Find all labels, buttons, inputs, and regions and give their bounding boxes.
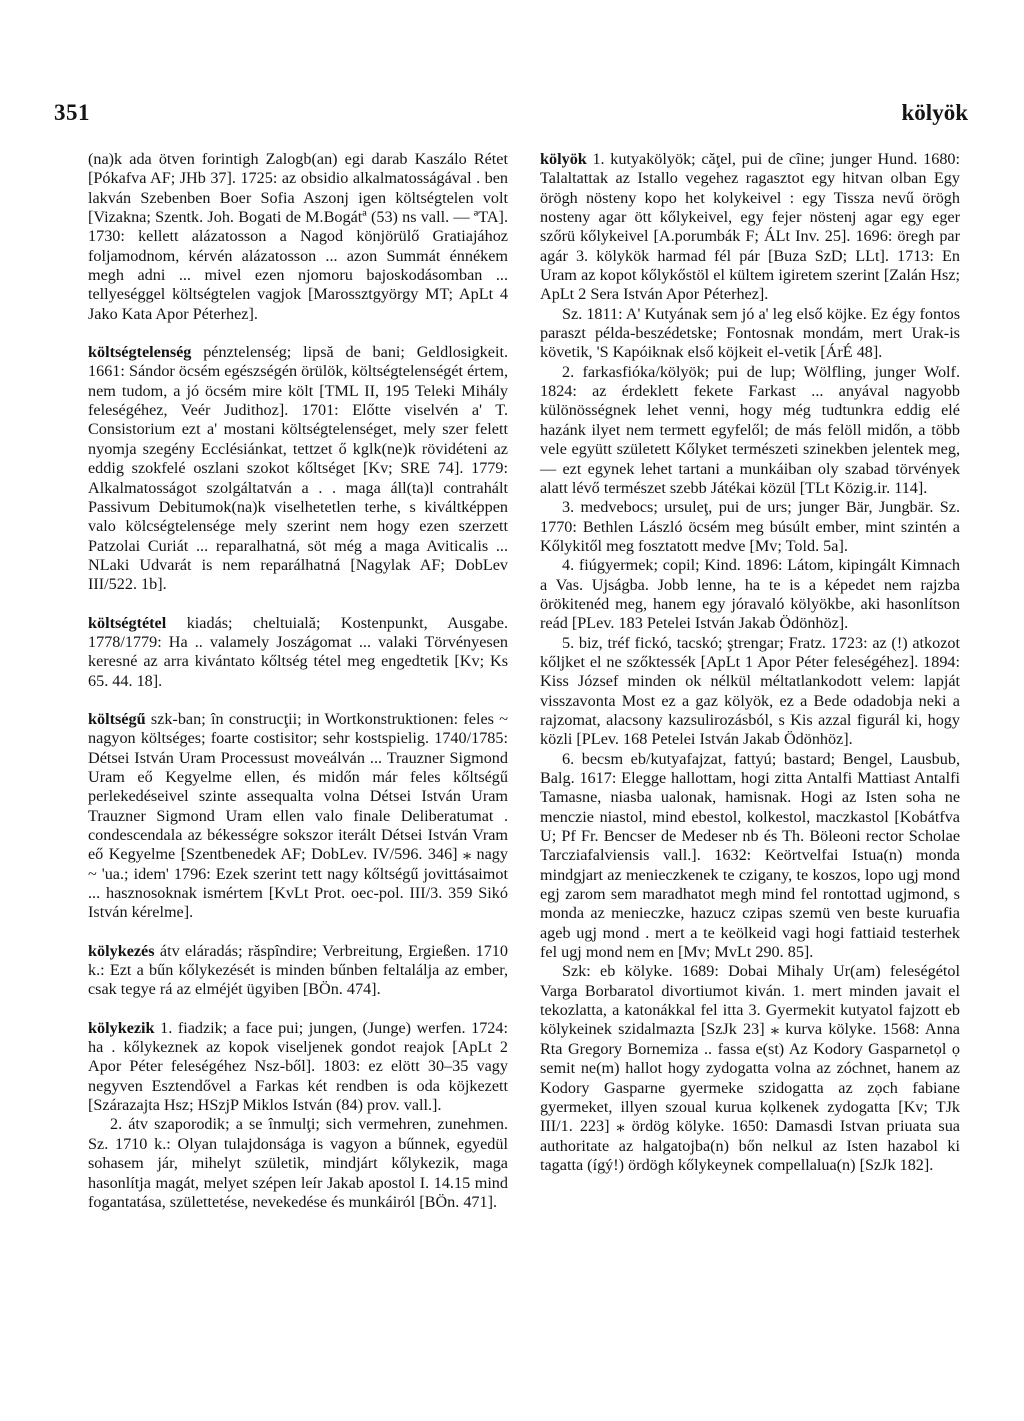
entry-sense: 4. fiúgyermek; copil; Kind. 1896: Látom, kipingált Kimnach a Vas. Ujságba. Jobb lenne, ha te is a képedet nem rajzba örökitenéd meg, hanem egy jóravaló kölyökbe, aki hasonlítson reád [PLev. 183 Petelei István Jakab Ödönhöz]. xyxy=(540,556,960,633)
entry-headword: kölykezik xyxy=(88,1018,155,1037)
entry-kolyok xyxy=(540,150,960,1175)
entry-headword: költségtelenség xyxy=(88,343,192,362)
entry-paragraph xyxy=(88,942,508,1000)
entry-koltsegtetel xyxy=(88,614,508,691)
entry-text: 1. fiadzik; a face pui; jungen, (Junge) werfen. 1724: ha . kőlykeznek az kopok viseljenek gondot reajok [ApLt 2 Apor Péter feleségéhez Nsz-ből]. 1803: ez elött 30–35 vagy negyven Esztendővel a Farkas két rendben is oda köjkezett [Szárazajta Hsz; HSzjP Miklos István (84) prov. vall.]. xyxy=(88,1018,508,1115)
entry-sense: 2. farkasfióka/kölyök; pui de lup; Wölfling, junger Wolf. 1824: az érdeklett fekete Farkast ... anyával nagyobb különösségnek lehet venni, hogy még tudtunkra eddig elé hazánk ilyet nem termett egyfelől; de más felöll midőn, a több vele együtt született Kőlyket természeti szinekben jelentek meg, — ezt egynek lehet tartani a munkáiban oly szabad törvények alatt lévő természet szebb Játékai közül [TLt Közig.ir. 114]. xyxy=(540,362,960,497)
entry-sense: Sz. 1811: A' Kutyának sem jó a' leg első köjke. Ez égy fontos paraszt példa-beszédetske; Fontosnak mondám, mert Urak-is követik, 'S Kapóiknak első köjkeit el-vetik [ÁrÉ 48]. xyxy=(540,304,960,362)
entry-koltsegu xyxy=(88,710,508,923)
entry-headword: költségű xyxy=(88,709,146,728)
entry-paragraph xyxy=(540,150,960,305)
entry-headword: kölykezés xyxy=(88,941,155,960)
running-head: kölyök xyxy=(901,100,968,125)
entry-kolykezes xyxy=(88,942,508,1000)
right-column xyxy=(540,150,960,1194)
entry-paragraph xyxy=(88,710,508,923)
entry-paragraph xyxy=(88,1019,508,1116)
entry-paragraph xyxy=(88,343,508,594)
entry-text: (na)k ada ötven forintigh Zalogb(an) egi darab Kaszálo Rétet [Pókafva AF; JHb 37]. 1725: az obsidio alkalmatosságával . ben lakván Szebenben Boer Sofia Aszonj igen költségtelen volt [Vizakna; Szentk. Joh. Bogati de M.Bogátª (53) ns vall. — ªTA]. 1730: kellett alázatosson a Nagod könjörülő Gratiajához foljamodnom, kérvén alázatosson ... azon Summát énnékem megh adni ... mivel ezen njomoru bajoskodásomban ... tellyeséggel költségtelen vagjok [Marossztgyörgy MT; ApLt 4 Jako Kata Apor Péterhez]. xyxy=(88,150,508,323)
entry-text: pénztelenség; lipsă de bani; Geldlosigkeit. 1661: Sándor öcsém egészségén örülök, költségtelenségét értem, nem tudom, a jó öcsém mire költ [TML II, 195 Teleki Mihály feleségéhez, Veér Judithoz]. 1701: Előtte viselvén a' T. Consistorium ezt a' mostani költségtelenséget, mely szer felett nyomja szegény Ecclésiánkat, tettzet ő kglk(ne)k rövidéteni az eddig szokfelé oszlani szokot kőltséget [Kv; SRE 74]. 1779: Alkalmatosságot szolgáltatván a . . maga áll(ta)l contrahált Passivum Debitumok(na)k viselhetetlen terhe, s kiváltképpen valo kölcségtelensége mely szerint nem hogy ezen szerzett Patzolai Curiát ... reparalhatná, söt még a maga Aviticalis ... NLaki Udvarát is nem reparálhatná [Nagylak AF; DobLev III/522. 1b]. xyxy=(88,343,508,594)
entry-text: 1. kutyakölyök; căţel, pui de cîine; junger Hund. 1680: Talaltattak az Istallo vegehez ragasztot egy hitvan olban Egy örögh nösteny kopo het kolykeivel : egy Tissza nevű örögh nosteny agar ött kőlykeivel, egy fejer nöstenj agar egy eger szőrü kőlykeivel [A.porumbák F; ÁLt Inv. 25]. 1696: öregh par agár 3. kölykök harmad fél pár [Buza SzD; LLt]. 1713: En Uram az kopot kőlykőstöl el kültem igiretem szerint [Zalán Hsz; ApLt 2 Sera István Apor Péterhez]. xyxy=(540,150,960,304)
entry-sense: 2. átv szaporodik; a se înmulţi; sich vermehren, zunehmen. Sz. 1710 k.: Olyan tulajdonsága is vagyon a bűnnek, egyedül sohasem jár, mihelyt születik, mindjárt kőlykezik, maga hasonlítja magát, melyet szépen leír Jakab apostol I. 14.15 mind fogantatása, születtetése, nevekedése és munkáiról [BÖn. 471]. xyxy=(88,1115,508,1211)
entry-sense: Szk: eb kölyke. 1689: Dobai Mihaly Ur(am) feleségétol Varga Borbaratol divortiumot kiván. 1. mert minden javait el tekozlatta, a katonákkal fel itta 3. Gyermekit kutyatol fajzott eb kölykeinek szidalmazta [SzJk 23] ⁎ kurva kölyke. 1568: Anna Rta Gregory Bornemiza .. fassa e(st) Az Kodory Gasparnetọl ọ semit ne(m) hallot hogy zydogatta volna az zóchnet, hanem az Kodory Gasparne gyermeke szidogatta az zọch fabiane gyermeket, illyen szoual kurua kọlkenek zydogatta [Kv; TJk III/1. 223] ⁎ ördög kölyke. 1650: Damasdi Istvan priuata sua authoritate az halgatojba(n) bőn nelkul az Isten hazabol ki tagatta (ígý!) ördögh kőlykeynek compellalua(n) [SzJk 182]. xyxy=(540,962,960,1174)
entry-continuation xyxy=(88,150,508,324)
entry-paragraph xyxy=(88,614,508,691)
entry-text: kiadás; cheltuială; Kostenpunkt, Ausgabe. 1778/1779: Ha .. valamely Joszágomat ... valaki Törvényesen keresné az arra kivántato kőltség tétel meg engedtetik [Kv; Ks 65. 44. 18]. xyxy=(88,613,508,690)
entry-sense: 3. medvebocs; ursuleţ, pui de urs; junger Bär, Jungbär. Sz. 1770: Bethlen László öcsém meg búsúlt ember, mint szintén a Kőlykitől meg fosztatott medve [Mv; Told. 5a]. xyxy=(540,498,960,555)
left-column xyxy=(88,150,508,1231)
entry-text: átv eláradás; răspîndire; Verbreitung, Ergießen. 1710 k.: Ezt a bűn kőlykezését is minden bűnben feltalálja az ember, csak tegye rá az elméjét ügyiben [BÖn. 474]. xyxy=(88,941,508,999)
entry-kolykezik xyxy=(88,1019,508,1212)
page-number: 351 xyxy=(54,100,90,125)
entry-sense: 5. biz, tréf fickó, tacskó; ştrengar; Fratz. 1723: az (!) atkozot kőljket el ne szőktessék [ApLt 1 Apor Péter feleségéhez]. 1894: Kiss József minden ok nélkül méltatlankodott velem: lapját visszavonta Most ez a gaz kölyök, ez a Bede odadobja neki a rajzomat, alacsony kazsulirozásból, s Kis azzal figurál ki, hogy közli [PLev. 168 Petelei István Jakab Ödönhöz]. xyxy=(540,633,960,749)
entry-headword: költségtétel xyxy=(88,613,167,632)
entry-text: szk-ban; în construcţii; in Wortkonstruktionen: feles ~ nagyon költséges; foarte costisitor; sehr kostspielig. 1740/1785: Détsei István Uram Processust moveálván ... Trauzner Sigmond Uram eő Kegyelme ellen, és midőn már feles kőltségű perlekedéseivel szinte assequalta volna Détsei István Uram Trauzner Sigmond Uram ellen valo finale Deliberatumat . condescendala az békességre sokszor iterált Détsei István Vram eő Kegyelme [Szentbenedek AF; DobLev. IV/596. 346] ⁎ nagy ~ 'ua.; idem' 1796: Ezek szerint tett nagy kőltségű jovittásaimot ... hasznosoknak ismértem [KvLt Prot. oec-pol. III/3. 359 Sikó István kérelme]. xyxy=(88,709,508,922)
entry-headword: kölyök xyxy=(540,150,587,168)
entry-sense: 6. becsm eb/kutyafajzat, fattyú; bastard; Bengel, Lausbub, Balg. 1617: Elegge hallottam, hogi zitta Antalfi Mattiast Antalfi Tamasne, niasba ualonak, hamisnak. Hogi az Isten soha ne menczie niastol, mind ebestol, kolkestol, maczkastol [Kobátfva U; Pf Fr. Bencser de Medeser nb és Th. Böleoni rector Scholae Tarcziafalviensis vall.]. 1632: Keörtvelfai Istua(n) monda mindgjart az menieczkenek te czigany, te koszos, lopo ugj mond egj zarom sem maradhatot megh mind fel rontottad ugjmond, s monda az menieczke, hazucz czipas szemü ven beste kuruafia ageb ugj mond . mert a te keölkeid vagi hogi fattiaid testerhek fel ugj mond nem en [Mv; MvLt 290. 85]. xyxy=(540,749,960,962)
entry-koltsegtelenseg xyxy=(88,343,508,594)
